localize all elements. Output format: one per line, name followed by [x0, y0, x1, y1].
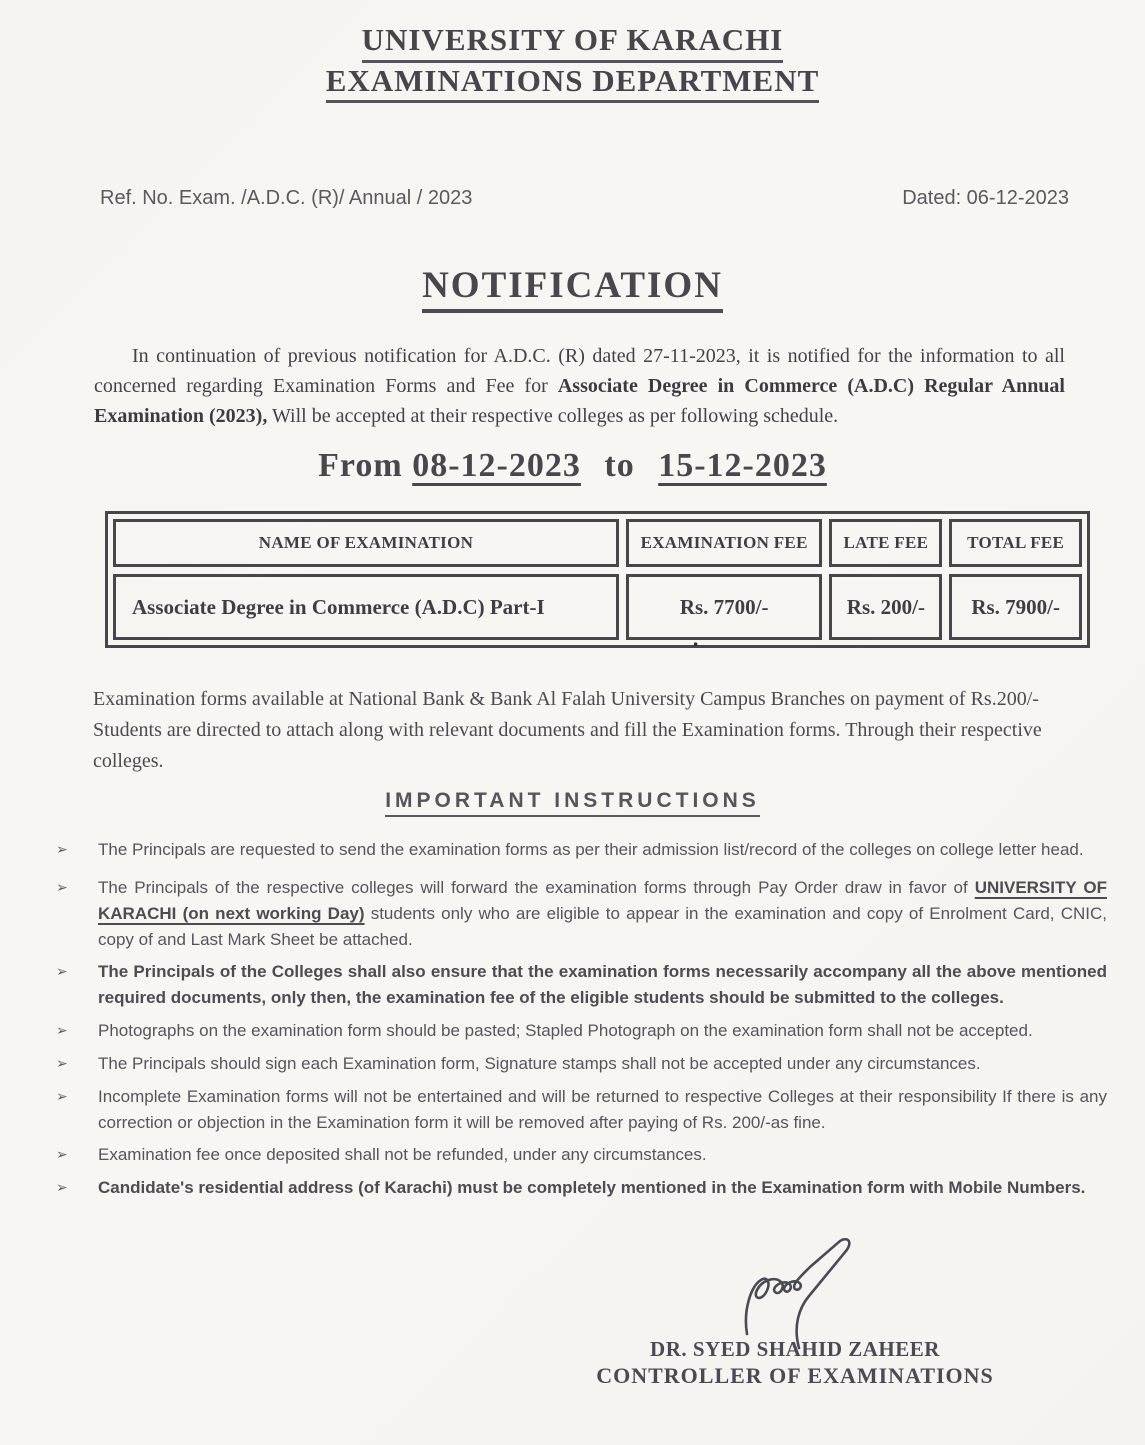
reference-row [100, 187, 1069, 210]
arrow-bullet-icon: ➢ [56, 1146, 68, 1163]
instruction-item [50, 1084, 1107, 1136]
signatory-name: DR. SYED SHAHID ZAHEER [650, 1337, 940, 1361]
notification-heading: NOTIFICATION [422, 264, 723, 313]
instruction-text: The Principals of the respective colleges will forward the examination forms through Pay Order draw in favor of UNIVERSITY OF KARACHI (on next working Day) students only who are eligible to appear in the examination and copy of Enrolment Card, CNIC, copy of and Last Mark Sheet be attached. [98, 878, 1107, 949]
instruction-text: The Principals should sign each Examination form, Signature stamps shall not be accepted under any circumstances. [98, 1053, 981, 1073]
table-header-cell: NAME OF EXAMINATION [113, 519, 619, 567]
instruction-text: Incomplete Examination forms will not be entertained and will be returned to respective Colleges at their responsibility If there is any correction or objection in the Examination form it will be removed after paying of Rs. 200/-as fine. [98, 1086, 1107, 1132]
instruction-item [50, 1018, 1107, 1044]
table-data-cell: Rs. 7700/- . [626, 574, 822, 640]
arrow-bullet-icon: ➢ [56, 1022, 68, 1039]
from-label: From [318, 447, 403, 485]
letterhead [0, 22, 1145, 103]
instruction-text: Candidate's residential address (of Karachi) must be completely mentioned in the Examination form with Mobile Numbers. [98, 1178, 1086, 1198]
instruction-item [50, 959, 1107, 1011]
department-title: EXAMINATIONS DEPARTMENT [326, 63, 820, 104]
table-data-cell: Associate Degree in Commerce (A.D.C) Part-I [113, 574, 619, 640]
arrow-bullet-icon: ➢ [56, 963, 68, 980]
table-header-cell: LATE FEE [829, 519, 942, 567]
table-header-cell: TOTAL FEE [949, 519, 1082, 567]
instructions-list [50, 833, 1107, 1201]
instruction-text: The Principals are requested to send the examination forms as per their admission list/record of the colleges on college letter head. [98, 840, 1084, 860]
important-instructions-heading: IMPORTANT INSTRUCTIONS [385, 789, 760, 817]
university-title: UNIVERSITY OF KARACHI [362, 22, 784, 63]
forms-availability-paragraph: Examination forms available at National Bank & Bank Al Falah University Campus Branches on payment of Rs.200/- Students are directed to attach along with relevant documents and fill the Examination forms. Through their respective colleges. [93, 688, 1042, 773]
table-header-cell: EXAMINATION FEE [626, 519, 822, 567]
table-data-cell: Rs. 200/- [829, 574, 942, 640]
intro-paragraph: In continuation of previous notification for A.D.C. (R) dated 27-11-2023, it is notified for the information to all concerned regarding Examination Forms and Fee for Associate Degree in Commerce (A.D.C) Regular Annual Examination (2023), Will be accepted at their respective colleges as per following schedule. [94, 345, 1065, 428]
instruction-text: The Principals of the Colleges shall also ensure that the examination forms necessarily accompany all the above mentioned required documents, only then, the examination fee of the eligible students should be submitted to the colleges. [98, 962, 1107, 1008]
schedule-dates [0, 447, 1145, 485]
arrow-bullet-icon: ➢ [56, 879, 68, 895]
arrow-bullet-icon: ➢ [56, 1087, 68, 1104]
table-data-cell: Rs. 7900/- [949, 574, 1082, 640]
instruction-item [50, 1051, 1107, 1077]
instruction-item [50, 1175, 1107, 1201]
instruction-text: Photographs on the examination form should be pasted; Stapled Photograph on the examination form shall not be accepted. [98, 1021, 1033, 1041]
to-date: 15-12-2023 [658, 447, 827, 485]
signature-block [575, 1238, 1015, 1390]
instruction-text: Examination fee once deposited shall not be refunded, under any circumstances. [98, 1145, 707, 1165]
signature-scribble [725, 1238, 875, 1350]
arrow-bullet-icon: ➢ [56, 841, 68, 858]
instruction-item [50, 1142, 1107, 1168]
instruction-item [50, 833, 1107, 868]
arrow-bullet-icon: ➢ [56, 1179, 68, 1196]
from-date: 08-12-2023 [412, 447, 581, 485]
reference-number: Ref. No. Exam. /A.D.C. (R)/ Annual / 2023 [100, 187, 473, 210]
arrow-bullet-icon: ➢ [56, 1054, 68, 1071]
fee-table [105, 511, 1090, 652]
dated-label: Dated: 06-12-2023 [902, 187, 1069, 210]
to-label: to [604, 447, 635, 485]
signatory-title: CONTROLLER OF EXAMINATIONS [596, 1363, 994, 1389]
instruction-item [50, 875, 1107, 952]
